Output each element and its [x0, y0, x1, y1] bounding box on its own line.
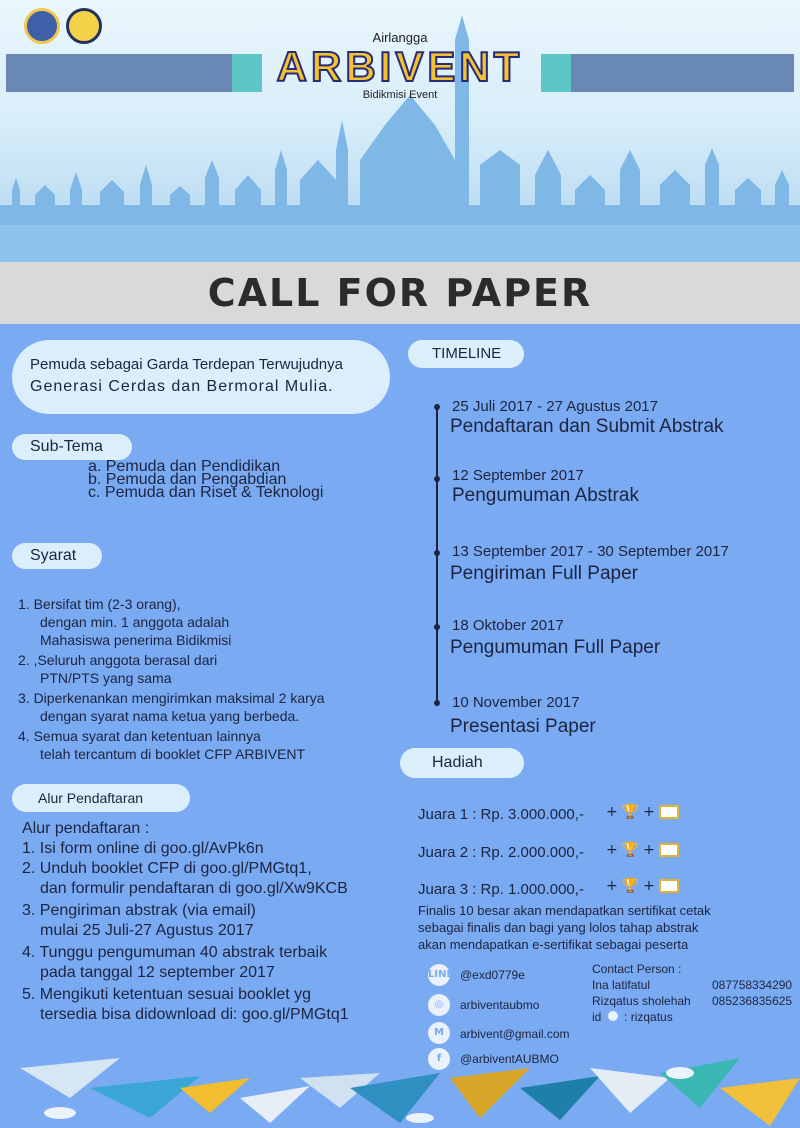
timeline-title: Pendaftaran dan Submit Abstrak: [450, 416, 724, 437]
decorative-triangles: [0, 1058, 800, 1128]
plus-sign: +: [643, 804, 655, 820]
alur-line: 4. Tunggu pengumuman 40 abstrak terbaik: [22, 944, 328, 961]
contact-name: Ina latifatul: [592, 978, 651, 992]
timeline-date: 12 September 2017: [452, 467, 584, 484]
plus-sign: +: [606, 878, 618, 894]
subtema-item-b: b. Pemuda dan Pengabdian: [88, 471, 287, 488]
contact-id: [592, 1010, 673, 1024]
university-logo: [24, 8, 60, 44]
brand-logo-text: ARBIVENT: [276, 43, 524, 90]
alur-line: 5. Mengikuti ketentuan sesuai booklet yg: [22, 986, 312, 1003]
syarat-line: 1. Bersifat tim (2-3 orang),: [18, 596, 181, 612]
trophy-icon: 🏆: [621, 804, 640, 820]
organization-logo: [66, 8, 102, 44]
syarat-line: PTN/PTS yang sama: [40, 670, 172, 686]
timeline-dot: [434, 700, 440, 706]
alur-label: Alur Pendaftaran: [38, 790, 144, 806]
prize-2-rewards: [606, 842, 679, 858]
contact-phone[interactable]: 085236835625: [712, 994, 793, 1008]
timeline-dot: [434, 476, 440, 482]
prize-3: Juara 3 : Rp. 1.000.000,-: [418, 881, 584, 898]
syarat-label: Syarat: [30, 547, 77, 564]
theme-box: [12, 340, 390, 414]
prize-1: Juara 1 : Rp. 3.000.000,-: [418, 806, 584, 823]
theme-line-2: Generasi Cerdas dan Bermoral Mulia.: [30, 378, 334, 395]
brand-subtitle: Bidikmisi Event: [362, 89, 438, 101]
hadiah-label: Hadiah: [432, 754, 483, 771]
plus-sign: +: [643, 842, 655, 858]
hadiah-note-line: Finalis 10 besar akan mendapatkan sertifikat cetak: [418, 903, 711, 918]
syarat-label-pill: [12, 543, 102, 569]
timeline-dot: [434, 624, 440, 630]
timeline-date: 13 September 2017 - 30 September 2017: [452, 543, 729, 560]
contact-id-prefix: id: [592, 1010, 602, 1024]
certificate-icon: [659, 805, 679, 819]
trophy-icon: 🏆: [621, 842, 640, 858]
alur-line: 1. Isi form online di goo.gl/AvPk6n: [22, 840, 264, 857]
subtema-label: Sub-Tema: [30, 438, 103, 455]
title-bar: [0, 262, 800, 324]
contact-heading: Contact Person :: [592, 962, 682, 976]
plus-sign: +: [643, 878, 655, 894]
syarat-line: 2. ,Seluruh anggota berasal dari: [18, 652, 218, 668]
syarat-line: 4. Semua syarat dan ketentuan lainnya: [18, 728, 261, 744]
alur-label-pill: [12, 784, 190, 812]
syarat-line: telah tercantum di booklet CFP ARBIVENT: [40, 746, 306, 762]
timeline-date: 10 November 2017: [452, 694, 580, 711]
timeline-title: Pengumuman Abstrak: [452, 485, 639, 506]
prize-2: Juara 2 : Rp. 2.000.000,-: [418, 844, 584, 861]
contact-phone[interactable]: 087758334290: [712, 978, 793, 992]
line-icon: LINE: [428, 964, 450, 986]
syarat-line: 3. Diperkenankan mengirimkan maksimal 2 karya: [18, 690, 325, 706]
timeline-dot: [434, 404, 440, 410]
social-email[interactable]: arbivent@gmail.com: [460, 1027, 570, 1041]
instagram-small-icon: [608, 1011, 618, 1021]
social-facebook[interactable]: @arbiventAUBMO: [460, 1052, 559, 1066]
syarat-line: Mahasiswa penerima Bidikmisi: [40, 632, 232, 648]
hadiah-note-line: sebagai finalis dan bagi yang lolos tahap abstrak: [418, 920, 699, 935]
timeline-date: 18 Oktober 2017: [452, 617, 564, 634]
facebook-icon: f: [428, 1048, 450, 1070]
plus-sign: +: [606, 804, 618, 820]
certificate-icon: [659, 843, 679, 857]
contact-id-value: : rizqatus: [624, 1010, 673, 1024]
syarat-line: dengan syarat nama ketua yang berbeda.: [40, 708, 300, 724]
alur-line: 2. Unduh booklet CFP di goo.gl/PMGtq1,: [22, 860, 312, 877]
brand-top-text: Airlangga: [372, 30, 428, 45]
alur-line: tersedia bisa didownload di: goo.gl/PMGtq1: [40, 1006, 349, 1023]
certificate-icon: [659, 879, 679, 893]
subtema-item-a: a. Pemuda dan Pendidikan: [88, 458, 281, 475]
timeline-dot: [434, 550, 440, 556]
contact-name: Rizqatus sholehah: [592, 994, 691, 1008]
plus-sign: +: [606, 842, 618, 858]
alur-line: 3. Pengiriman abstrak (via email): [22, 902, 256, 919]
hadiah-label-pill: [400, 748, 524, 778]
instagram-icon: ◎: [428, 994, 450, 1016]
prize-1-rewards: [606, 804, 679, 820]
theme-line-1: Pemuda sebagai Garda Terdepan Terwujudnya: [30, 356, 343, 373]
header-banner: [0, 0, 800, 262]
timeline-date: 25 Juli 2017 - 27 Agustus 2017: [452, 398, 658, 415]
timeline-title: Presentasi Paper: [450, 716, 596, 737]
timeline-label-pill: [408, 340, 524, 368]
page-title: CALL FOR PAPER: [207, 271, 593, 315]
alur-line: dan formulir pendaftaran di goo.gl/Xw9KCB: [40, 880, 348, 897]
subtema-label-pill: [12, 434, 132, 460]
prize-3-rewards: [606, 878, 679, 894]
trophy-icon: 🏆: [621, 878, 640, 894]
timeline-title: Pengumuman Full Paper: [450, 637, 661, 658]
email-icon: M: [428, 1022, 450, 1044]
hadiah-note-line: akan mendapatkan e-sertifikat sebagai peserta: [418, 937, 689, 952]
alur-line: pada tanggal 12 september 2017: [40, 964, 275, 981]
event-brand: [270, 30, 530, 101]
social-instagram[interactable]: arbiventaubmo: [460, 998, 540, 1012]
syarat-line: dengan min. 1 anggota adalah: [40, 614, 230, 630]
timeline-label: TIMELINE: [432, 345, 502, 362]
subtema-item-c: c. Pemuda dan Riset & Teknologi: [88, 484, 324, 501]
alur-heading: Alur pendaftaran :: [22, 820, 150, 837]
alur-line: mulai 25 Juli-27 Agustus 2017: [40, 922, 254, 939]
social-line[interactable]: @exd0779e: [460, 968, 525, 982]
timeline-title: Pengiriman Full Paper: [450, 563, 638, 584]
